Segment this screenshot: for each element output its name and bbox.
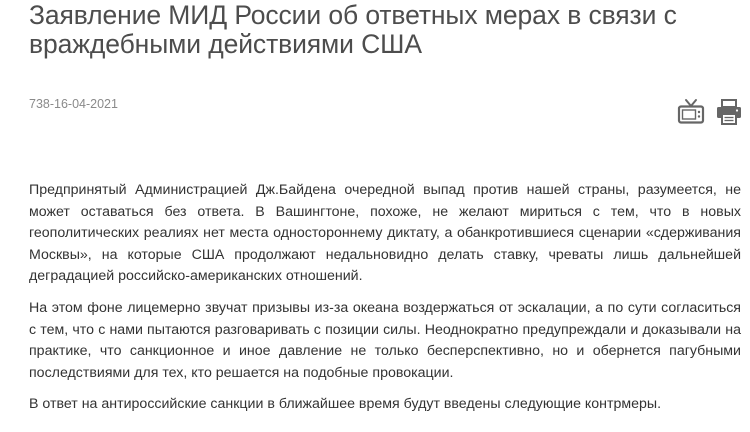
video-button[interactable] bbox=[676, 98, 706, 126]
paragraph: Предпринятый Администрацией Дж.Байдена очередной выпад против нашей страны, разумеется, не может оставаться без ответа. В Вашингтоне, похоже, не желают мириться с тем, что в новых геополитических реалиях нет места одностороннему диктату, а обанкротившиеся сценарии «сдерживания Москвы», на которые США продолжают недальновидно делать ставку, чреваты лишь дальнейшей деградацией российско-американских отношений. bbox=[29, 182, 741, 285]
page-title: Заявление МИД России об ответных мерах в связи с враждебными действиями США bbox=[29, 0, 677, 59]
paragraph: На этом фоне лицемерно звучат призывы из-за океана воздержаться от эскалации, а по сути согласиться с тем, что с нами пытаются разговаривать с позиции силы. Неоднократно предупреждали и доказывали на практике, что санкционное и иное давление не только бесперспективно, но и обернется пагубными последствиями для тех, кто решается на подобные провокации. bbox=[29, 299, 741, 381]
document-id: 738-16-04-2021 bbox=[29, 97, 118, 111]
print-button[interactable] bbox=[714, 98, 744, 126]
paragraph: В ответ на антироссийские санкции в ближайшее время будут введены следующие контрмеры. bbox=[29, 396, 662, 413]
article-actions bbox=[676, 98, 746, 126]
printer-icon bbox=[714, 98, 744, 126]
tv-icon bbox=[676, 98, 706, 126]
article-body bbox=[29, 180, 741, 426]
